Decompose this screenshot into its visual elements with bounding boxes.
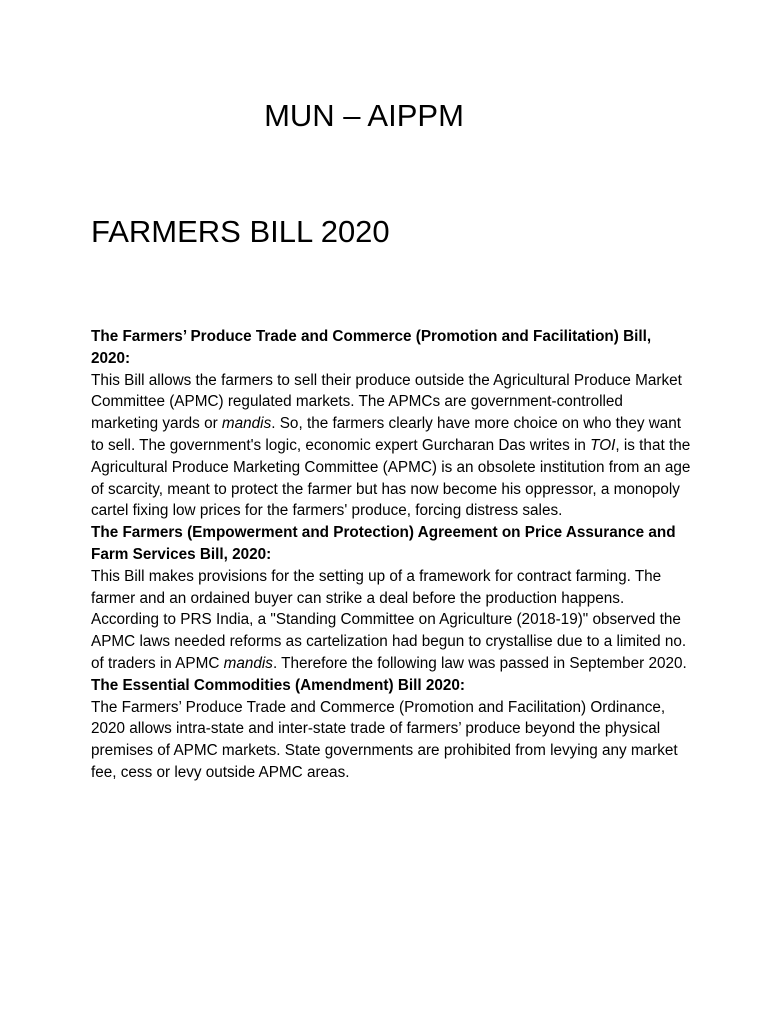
- italic-term: TOI: [590, 436, 616, 454]
- text-run: , is that the Agricultural Produce Marketing Committee (APMC) is an obsolete institution from an age of scarcity, meant to protect the farmer but has now become his oppressor, a monopoly cartel fixing low prices for the farmers' produce, forcing distress sales.: [91, 436, 691, 520]
- document-title: MUN – AIPPM: [264, 98, 464, 133]
- bill-heading-essential-commodities: The Essential Commodities (Amendment) Bill 2020:: [91, 676, 466, 694]
- document-body: [91, 326, 691, 784]
- text-run: . Therefore the following law was passed in September 2020.: [272, 654, 687, 672]
- bill-heading-produce-trade: The Farmers’ Produce Trade and Commerce (Promotion and Facilitation) Bill, 2020:: [91, 328, 652, 367]
- paragraph-essential-commodities: The Farmers’ Produce Trade and Commerce (Promotion and Facilitation) Ordinance, 2020 allows intra-state and inter-state trade of farmers’ produce beyond the physical premises of APMC markets. State governments are prohibited from levying any market fee, cess or levy outside APMC areas.: [91, 698, 678, 781]
- text-run: According to PRS India, a "Standing Committee on Agriculture (2018-19)" observed the APMC laws needed reforms as cartelization had begun to crystallise due to a limited no. of traders in APMC: [91, 611, 687, 672]
- bill-heading-price-assurance: The Farmers (Empowerment and Protection) Agreement on Price Assurance and Farm Services Bill, 2020:: [91, 524, 676, 563]
- text-run: This Bill allows the farmers to sell their produce outside the Agricultural Produce Market Committee (APMC) regulated markets. The APMCs are government-controlled marketing yards or: [91, 371, 682, 433]
- paragraph-prs-india: [91, 609, 691, 674]
- text-run: . So, the farmers clearly have more choice on who they want to sell. The government's logic, economic expert Gurcharan Das writes in: [91, 415, 682, 454]
- document-subtitle: FARMERS BILL 2020: [91, 214, 390, 249]
- italic-term: mandis: [221, 415, 272, 433]
- paragraph-produce-trade: [91, 370, 691, 523]
- italic-term: mandis: [223, 654, 273, 672]
- paragraph-contract-farming: This Bill makes provisions for the setting up of a framework for contract farming. The farmer and an ordained buyer can strike a deal before the production happens.: [91, 567, 662, 607]
